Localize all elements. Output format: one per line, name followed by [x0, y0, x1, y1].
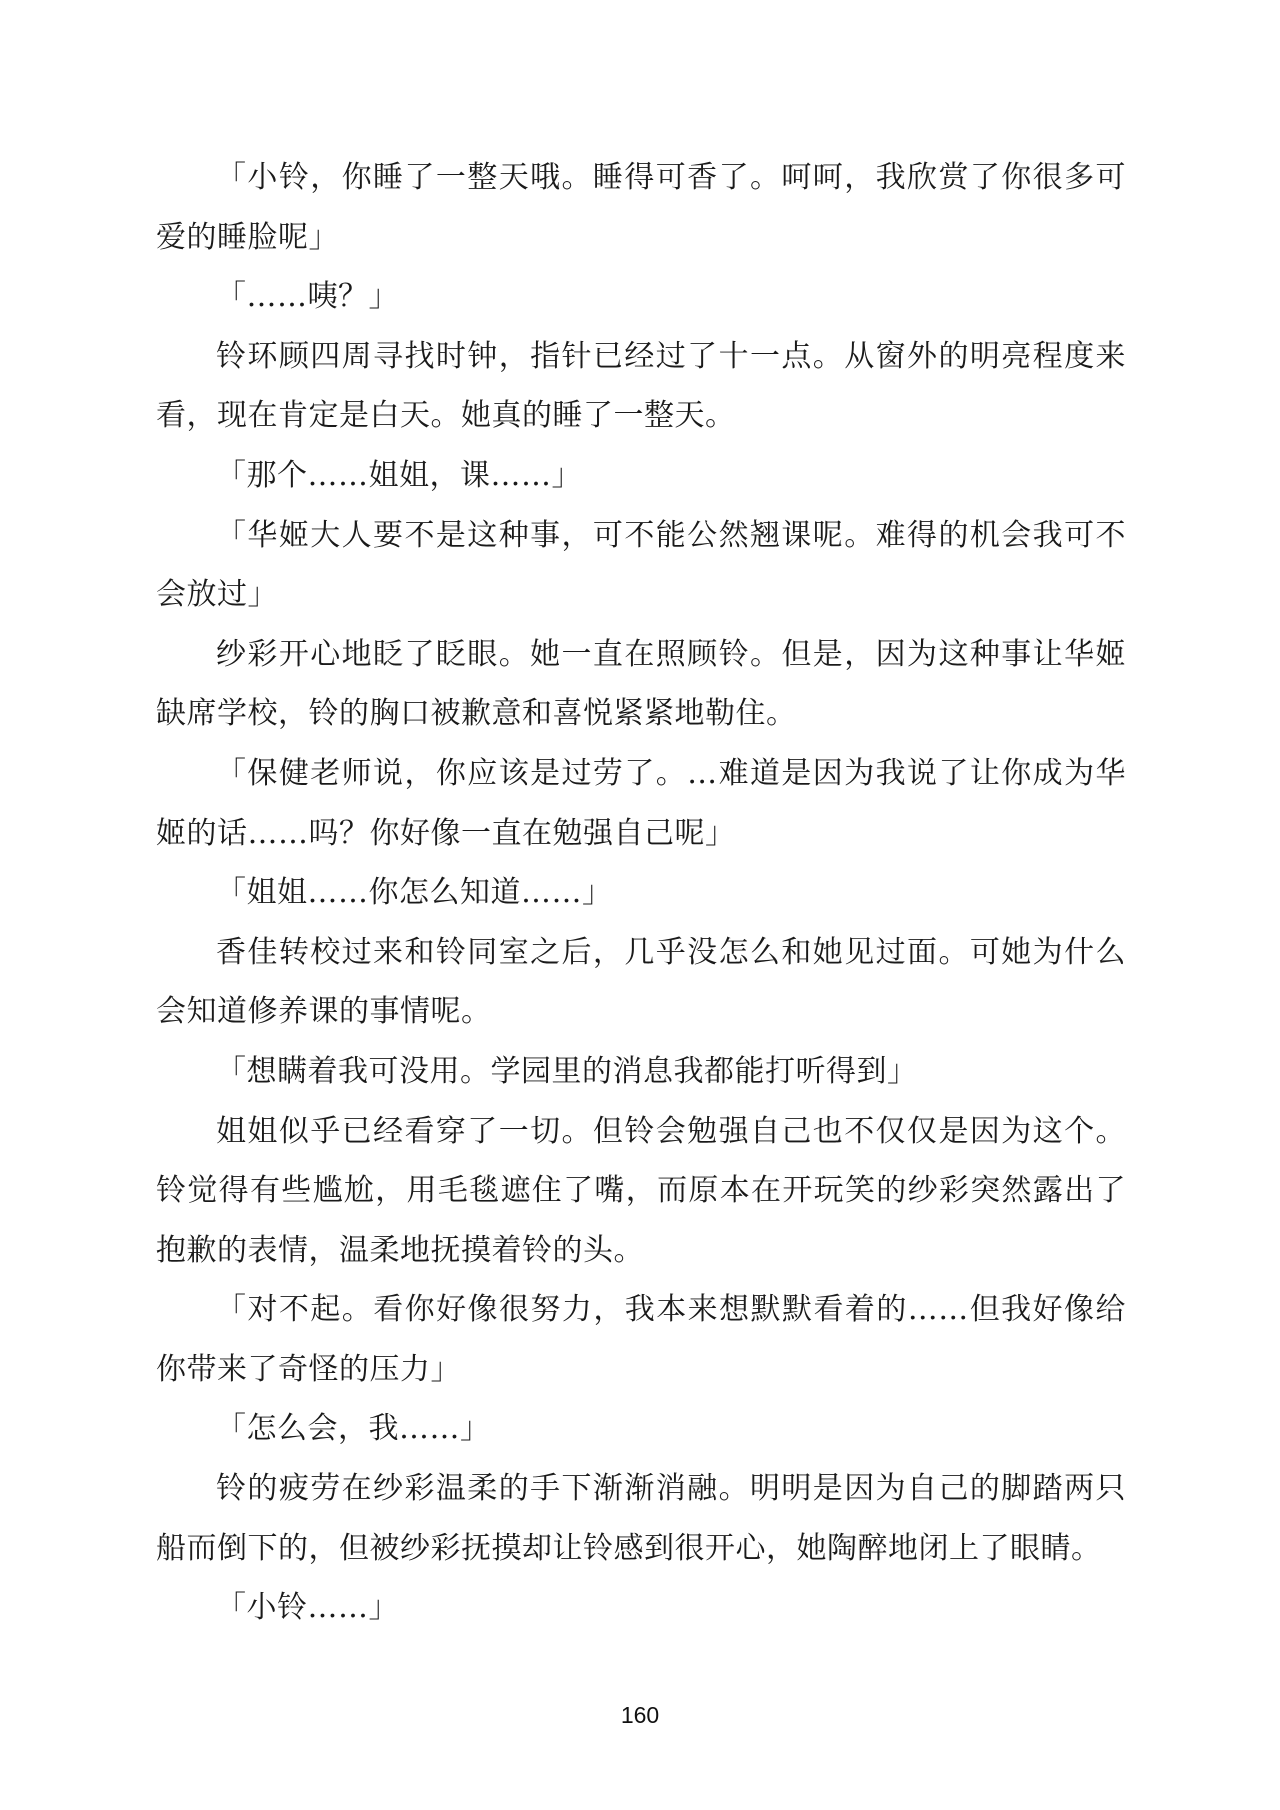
body-text: [156, 148, 1126, 1638]
paragraph: 铃环顾四周寻找时钟，指针已经过了十一点。从窗外的明亮程度来看，现在肯定是白天。她真的睡了一整天。: [156, 338, 1126, 434]
paragraph: 香佳转校过来和铃同室之后，几乎没怎么和她见过面。可她为什么会知道修养课的事情呢。: [156, 934, 1126, 1030]
paragraph: 「那个……姐姐，课……」: [216, 457, 582, 493]
paragraph: 姐姐似乎已经看穿了一切。但铃会勉强自己也不仅仅是因为这个。铃觉得有些尴尬，用毛毯遮住了嘴，而原本在开玩笑的纱彩突然露出了抱歉的表情，温柔地抚摸着铃的头。: [156, 1113, 1126, 1268]
paragraph: 「华姬大人要不是这种事，可不能公然翘课呢。难得的机会我可不会放过」: [156, 517, 1126, 613]
page-number: 160: [620, 1702, 660, 1728]
paragraph: 「对不起。看你好像很努力，我本来想默默看着的……但我好像给你带来了奇怪的压力」: [156, 1292, 1126, 1387]
paragraph: 「小铃……」: [216, 1590, 399, 1626]
paragraph: 纱彩开心地眨了眨眼。她一直在照顾铃。但是，因为这种事让华姬缺席学校，铃的胸口被歉意和喜悦紧紧地勒住。: [156, 636, 1126, 732]
paragraph: 「……咦？」: [216, 279, 399, 315]
paragraph: 「保健老师说，你应该是过劳了。…难道是因为我说了让你成为华姬的话……吗？你好像一直在勉强自己呢」: [156, 755, 1126, 851]
paragraph: 铃的疲劳在纱彩温柔的手下渐渐消融。明明是因为自己的脚踏两只船而倒下的，但被纱彩抚摸却让铃感到很开心，她陶醉地闭上了眼睛。: [156, 1471, 1126, 1566]
paragraph: 「想瞒着我可没用。学园里的消息我都能打听得到」: [216, 1053, 918, 1089]
paragraph: 「小铃，你睡了一整天哦。睡得可香了。呵呵，我欣赏了你很多可爱的睡脸呢」: [156, 160, 1126, 255]
paragraph: 「怎么会，我……」: [216, 1411, 491, 1447]
paragraph: 「姐姐……你怎么知道……」: [216, 875, 613, 911]
